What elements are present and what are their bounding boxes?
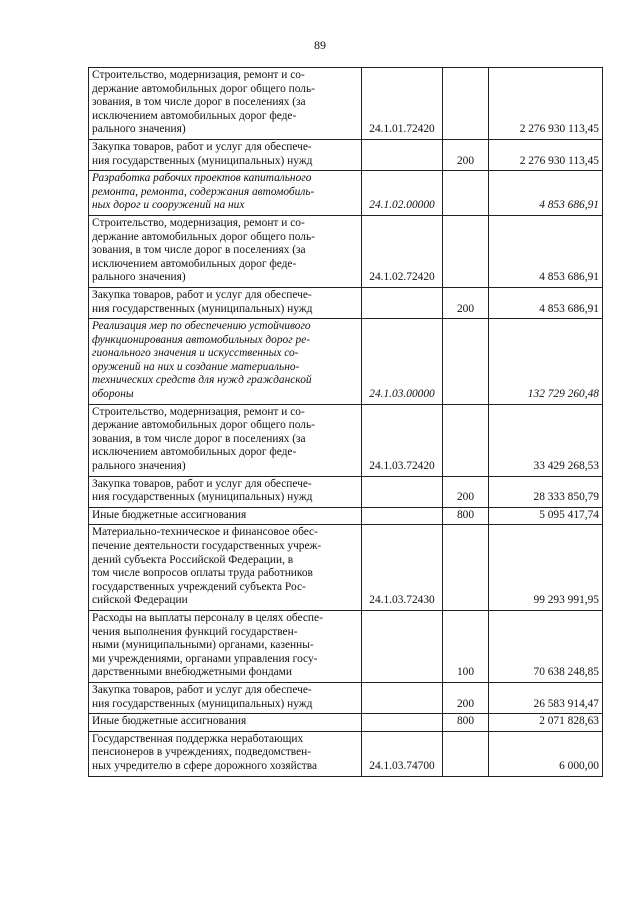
row-type-cell: 200	[443, 139, 489, 170]
table-row	[89, 476, 603, 507]
row-name-cell: Реализация мер по обеспечению устойчивого функционирования автомобильных дорог ре- гионального значения и искусственных со- оружений на них и создание материально- технических средств для нужд гражданской обороны	[89, 319, 362, 405]
table-row	[89, 171, 603, 216]
row-sum-cell: 26 583 914,47	[489, 682, 603, 713]
row-sum-cell: 5 095 417,74	[489, 507, 603, 525]
row-code-cell: 24.1.02.00000	[362, 171, 443, 216]
row-sum-cell: 2 071 828,63	[489, 714, 603, 732]
row-code-cell	[362, 507, 443, 525]
row-name-cell: Материально-техническое и финансовое обес- печение деятельности государственных учреж- дений субъекта Российской Федерации, в том числе вопросов оплаты труда работников государственных учреждений субъекта Рос- сийской Федерации	[89, 525, 362, 611]
row-type-cell	[443, 319, 489, 405]
row-sum-cell: 99 293 991,95	[489, 525, 603, 611]
row-name-cell: Строительство, модернизация, ремонт и со- держание автомобильных дорог общего поль- зования, в том числе дорог в поселениях (за исключением автомобильных дорог феде- рального значения)	[89, 68, 362, 140]
row-type-cell	[443, 215, 489, 287]
table-row	[89, 404, 603, 476]
row-code-cell: 24.1.03.00000	[362, 319, 443, 405]
row-code-cell	[362, 714, 443, 732]
row-name-cell: Закупка товаров, работ и услуг для обеспече- ния государственных (муниципальных) нужд	[89, 287, 362, 318]
row-code-cell: 24.1.03.74700	[362, 731, 443, 776]
row-type-cell: 200	[443, 287, 489, 318]
table-row	[89, 139, 603, 170]
row-sum-cell: 4 853 686,91	[489, 215, 603, 287]
table-row	[89, 319, 603, 405]
row-name-cell: Иные бюджетные ассигнования	[89, 507, 362, 525]
row-sum-cell: 70 638 248,85	[489, 610, 603, 682]
row-type-cell	[443, 404, 489, 476]
row-type-cell	[443, 68, 489, 140]
table-row	[89, 714, 603, 732]
table-row	[89, 507, 603, 525]
row-type-cell: 200	[443, 682, 489, 713]
row-type-cell: 800	[443, 714, 489, 732]
row-code-cell	[362, 610, 443, 682]
row-name-cell: Строительство, модернизация, ремонт и со- держание автомобильных дорог общего поль- зования, в том числе дорог в поселениях (за исключением автомобильных дорог феде- рального значения)	[89, 215, 362, 287]
row-code-cell	[362, 139, 443, 170]
table-row	[89, 215, 603, 287]
table-row	[89, 682, 603, 713]
row-code-cell: 24.1.02.72420	[362, 215, 443, 287]
row-sum-cell: 28 333 850,79	[489, 476, 603, 507]
row-name-cell: Иные бюджетные ассигнования	[89, 714, 362, 732]
row-code-cell: 24.1.03.72420	[362, 404, 443, 476]
row-name-cell: Расходы на выплаты персоналу в целях обеспе- чения выполнения функций государствен- ными (муниципальными) органами, казенны- ми учреждениями, органами управления госу- дарственными внебюджетными фондами	[89, 610, 362, 682]
row-code-cell	[362, 476, 443, 507]
row-code-cell	[362, 287, 443, 318]
row-type-cell: 800	[443, 507, 489, 525]
row-name-cell: Закупка товаров, работ и услуг для обеспече- ния государственных (муниципальных) нужд	[89, 139, 362, 170]
table-row	[89, 610, 603, 682]
table-row	[89, 287, 603, 318]
row-code-cell: 24.1.03.72430	[362, 525, 443, 611]
table-row	[89, 525, 603, 611]
row-name-cell: Закупка товаров, работ и услуг для обеспече- ния государственных (муниципальных) нужд	[89, 476, 362, 507]
table-row	[89, 731, 603, 776]
row-sum-cell: 6 000,00	[489, 731, 603, 776]
row-sum-cell: 4 853 686,91	[489, 171, 603, 216]
row-type-cell	[443, 525, 489, 611]
row-name-cell: Разработка рабочих проектов капитального ремонта, ремонта, содержания автомобиль- ных дорог и сооружений на них	[89, 171, 362, 216]
table-row	[89, 68, 603, 140]
row-type-cell: 200	[443, 476, 489, 507]
budget-table	[88, 67, 603, 777]
row-code-cell: 24.1.01.72420	[362, 68, 443, 140]
row-sum-cell: 2 276 930 113,45	[489, 68, 603, 140]
row-sum-cell: 4 853 686,91	[489, 287, 603, 318]
row-code-cell	[362, 682, 443, 713]
row-name-cell: Государственная поддержка неработающих пенсионеров в учреждениях, подведомствен- ных учредителю в сфере дорожного хозяйства	[89, 731, 362, 776]
row-type-cell	[443, 731, 489, 776]
row-sum-cell: 33 429 268,53	[489, 404, 603, 476]
row-sum-cell: 132 729 260,48	[489, 319, 603, 405]
row-type-cell: 100	[443, 610, 489, 682]
page-number: 89	[314, 38, 326, 52]
row-name-cell: Строительство, модернизация, ремонт и со- держание автомобильных дорог общего поль- зования, в том числе дорог в поселениях (за исключением автомобильных дорог феде- рального значения)	[89, 404, 362, 476]
budget-table-body	[89, 68, 603, 777]
row-name-cell: Закупка товаров, работ и услуг для обеспече- ния государственных (муниципальных) нужд	[89, 682, 362, 713]
row-type-cell	[443, 171, 489, 216]
row-sum-cell: 2 276 930 113,45	[489, 139, 603, 170]
